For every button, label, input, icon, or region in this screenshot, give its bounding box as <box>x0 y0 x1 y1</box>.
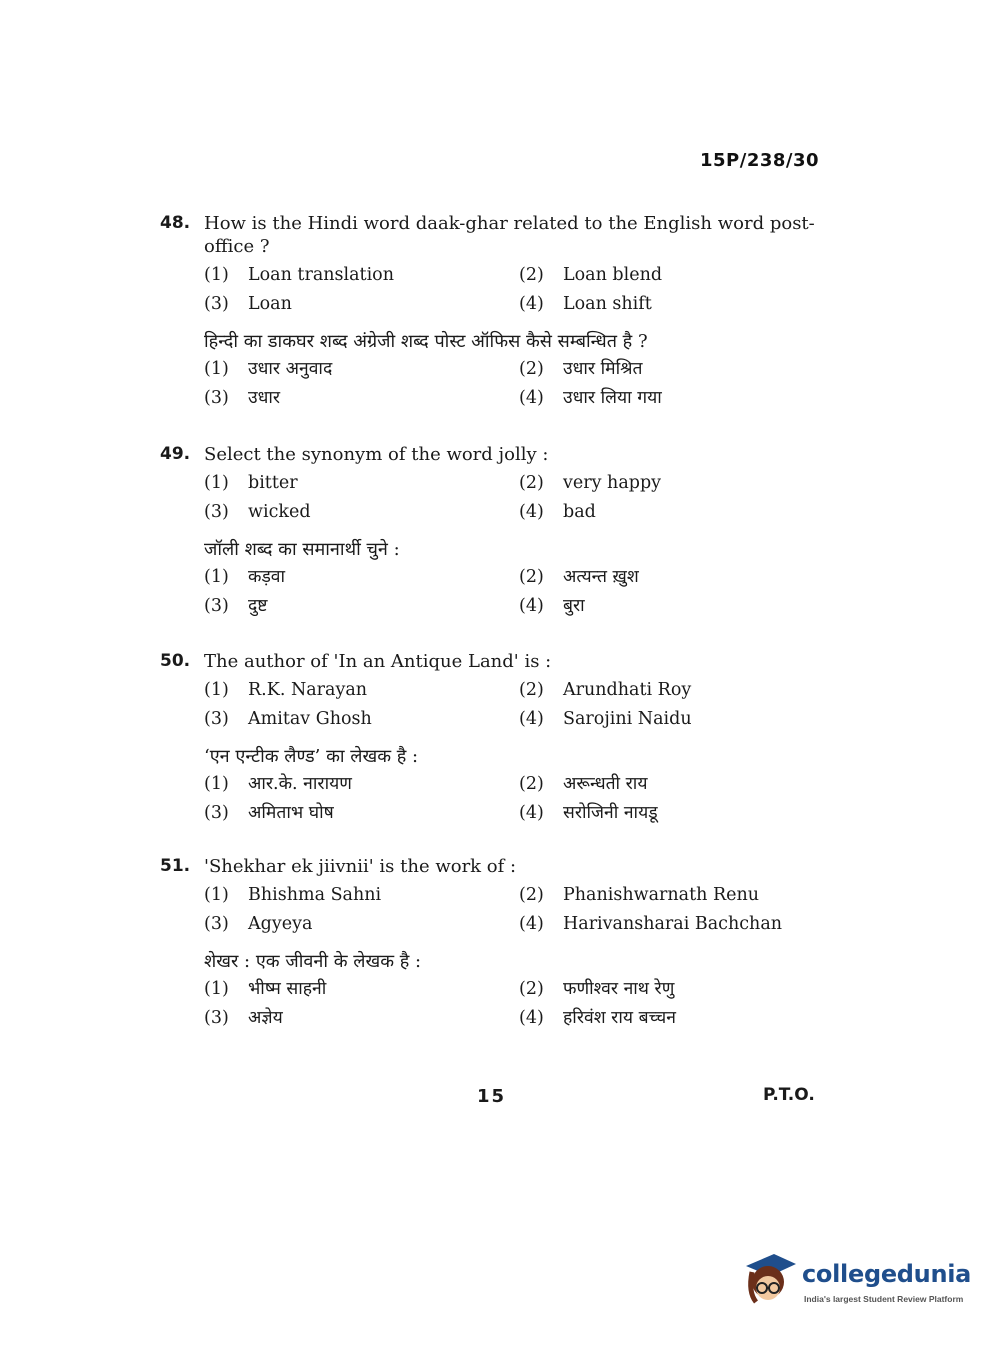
option-number: (2) <box>519 473 544 493</box>
option-text: कड़वा <box>248 567 286 587</box>
option-text: उधार मिश्रित <box>563 359 643 379</box>
option-number: (1) <box>204 473 229 493</box>
option-number: (2) <box>519 567 544 587</box>
option-text: Loan shift <box>563 294 652 314</box>
hindi-options <box>204 566 840 618</box>
logo-tagline: India's largest Student Review Platform <box>804 1294 964 1304</box>
option <box>204 472 519 495</box>
option <box>519 501 834 524</box>
option-text: सरोजिनी नायडू <box>563 803 658 823</box>
hindi-option <box>204 802 519 825</box>
option <box>519 293 834 316</box>
option-text: आर.के. नारायण <box>248 774 352 794</box>
mascot-icon <box>742 1252 798 1312</box>
collegedunia-logo <box>742 1252 972 1322</box>
option-text: Amitav Ghosh <box>248 709 372 729</box>
question-text: Select the synonym of the word jolly : <box>204 444 549 465</box>
option-text: अमिताभ घोष <box>248 803 334 823</box>
hindi-question-text: जॉली शब्द का समानार्थी चुने : <box>204 539 400 560</box>
question-number: 49. <box>160 444 191 464</box>
option-text: Loan blend <box>563 265 663 285</box>
hindi-option <box>204 566 519 589</box>
option-text: Loan translation <box>248 265 394 285</box>
hindi-option <box>204 387 519 410</box>
option <box>519 913 834 936</box>
option-text: दुष्ट <box>248 596 268 616</box>
option <box>519 264 834 287</box>
option-number: (3) <box>204 502 229 522</box>
option-text: अज्ञेय <box>248 1008 283 1028</box>
option-number: (1) <box>204 265 229 285</box>
option <box>519 708 834 731</box>
option-text: अरून्धती राय <box>563 774 648 794</box>
option-text: बुरा <box>563 596 585 616</box>
option-number: (2) <box>519 979 544 999</box>
hindi-options <box>204 358 840 410</box>
option <box>204 501 519 524</box>
hindi-option <box>519 773 834 796</box>
option <box>519 884 834 907</box>
option-text: Sarojini Naidu <box>563 709 692 729</box>
option-number: (4) <box>519 1008 544 1028</box>
option-number: (2) <box>519 265 544 285</box>
option-text: फणीश्वर नाथ रेणु <box>563 979 675 999</box>
option-number: (1) <box>204 979 229 999</box>
option-text: उधार लिया गया <box>563 388 662 408</box>
option-number: (1) <box>204 567 229 587</box>
option-text: Arundhati Roy <box>563 680 692 700</box>
hindi-options <box>204 773 840 825</box>
hindi-option <box>519 802 834 825</box>
hindi-options <box>204 978 840 1030</box>
options <box>204 264 840 316</box>
hindi-option <box>519 358 834 381</box>
option-text: bitter <box>248 473 298 493</box>
logo-brand-name: collegedunia <box>802 1260 972 1288</box>
option-number: (4) <box>519 294 544 314</box>
hindi-option <box>204 773 519 796</box>
question-text: The author of 'In an Antique Land' is : <box>204 651 552 672</box>
option-number: (4) <box>519 803 544 823</box>
question-50 <box>160 650 840 825</box>
option-text: wicked <box>248 502 311 522</box>
option-number: (2) <box>519 680 544 700</box>
hindi-option <box>204 1007 519 1030</box>
option-number: (2) <box>519 359 544 379</box>
option-number: (3) <box>204 596 229 616</box>
options <box>204 472 840 524</box>
option-number: (3) <box>204 294 229 314</box>
hindi-option <box>519 387 834 410</box>
question-number: 50. <box>160 651 191 671</box>
paper-code: 15P/238/30 <box>700 150 820 171</box>
option-number: (1) <box>204 680 229 700</box>
option-number: (1) <box>204 885 229 905</box>
option-number: (2) <box>519 774 544 794</box>
option-number: (4) <box>519 502 544 522</box>
option-number: (3) <box>204 709 229 729</box>
option-number: (4) <box>519 596 544 616</box>
hindi-option <box>519 978 834 1001</box>
option <box>204 884 519 907</box>
option-text: Bhishma Sahni <box>248 885 382 905</box>
question-number: 48. <box>160 213 191 233</box>
hindi-question-text: ‘एन एन्टीक लैण्ड’ का लेखक है : <box>204 746 419 767</box>
option-number: (1) <box>204 774 229 794</box>
option-number: (3) <box>204 1008 229 1028</box>
page-number: 15 <box>477 1086 507 1107</box>
option-text: Phanishwarnath Renu <box>563 885 760 905</box>
option-text: हरिवंश राय बच्चन <box>563 1008 676 1028</box>
option <box>204 679 519 702</box>
option-text: bad <box>563 502 596 522</box>
option-text: अत्यन्त ख़ुश <box>563 567 639 587</box>
option-number: (3) <box>204 914 229 934</box>
option-text: R.K. Narayan <box>248 680 368 700</box>
option-number: (4) <box>519 914 544 934</box>
hindi-option <box>519 595 834 618</box>
hindi-question-text: शेखर : एक जीवनी के लेखक है : <box>204 951 422 972</box>
hindi-question-text: हिन्दी का डाकघर शब्द अंग्रेजी शब्द पोस्ट ऑफिस कैसे सम्बन्धित है ? <box>204 331 648 352</box>
option-text: भीष्म साहनी <box>248 979 327 999</box>
option <box>204 293 519 316</box>
option <box>204 708 519 731</box>
option-number: (4) <box>519 388 544 408</box>
question-number: 51. <box>160 856 191 876</box>
hindi-option <box>204 978 519 1001</box>
hindi-option <box>519 566 834 589</box>
option-text: very happy <box>563 473 662 493</box>
option-number: (4) <box>519 709 544 729</box>
question-49 <box>160 443 840 618</box>
option-text: उधार <box>248 388 281 408</box>
hindi-option <box>204 358 519 381</box>
hindi-option <box>204 595 519 618</box>
options <box>204 884 840 936</box>
options <box>204 679 840 731</box>
question-text: How is the Hindi word daak-ghar related to the English word post-office ? <box>204 213 815 257</box>
option-text: उधार अनुवाद <box>248 359 333 379</box>
option <box>204 913 519 936</box>
option-text: Loan <box>248 294 292 314</box>
option-text: Agyeya <box>248 914 313 934</box>
question-48 <box>160 212 840 410</box>
question-51 <box>160 855 840 1030</box>
option-text: Harivansharai Bachchan <box>563 914 783 934</box>
option-number: (3) <box>204 388 229 408</box>
option-number: (3) <box>204 803 229 823</box>
pto-label: P.T.O. <box>763 1085 815 1105</box>
option <box>204 264 519 287</box>
question-text: 'Shekhar ek jiivnii' is the work of : <box>204 856 517 877</box>
option-number: (1) <box>204 359 229 379</box>
option <box>519 472 834 495</box>
option-number: (2) <box>519 885 544 905</box>
option <box>519 679 834 702</box>
hindi-option <box>519 1007 834 1030</box>
